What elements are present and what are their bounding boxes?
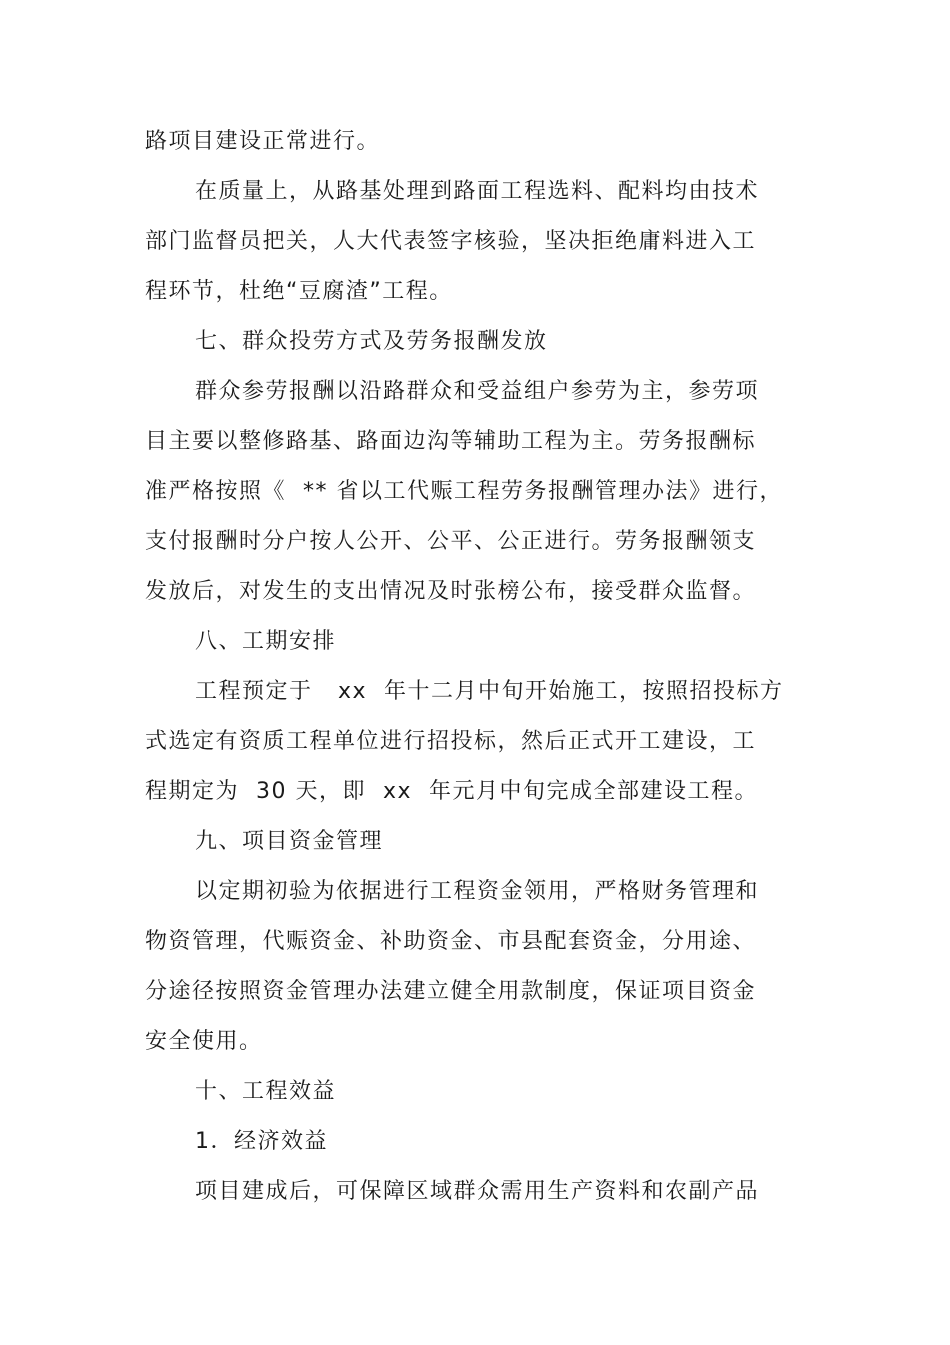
- text-line: 式选定有资质工程单位进行招投标，然后正式开工建设，工: [145, 729, 757, 754]
- text-line: 部门监督员把关，人大代表签字核验，坚决拒绝庸料进入工: [145, 229, 757, 254]
- text-line: 准严格按照《 ** 省以工代赈工程劳务报酬管理办法》进行，: [145, 479, 783, 504]
- text-line: 安全使用。: [145, 1029, 263, 1054]
- paragraph-labor: 群众参劳报酬以沿路群众和受益组户参劳为主，参劳项: [195, 379, 760, 404]
- section-heading-7: 七、群众投劳方式及劳务报酬发放: [195, 329, 548, 354]
- section-heading-10: 十、工程效益: [195, 1079, 337, 1104]
- text-line: 支付报酬时分户按人公开、公平、公正进行。劳务报酬领支: [145, 529, 757, 554]
- text-line: 程期定为 30 天，即 xx 年元月中旬完成全部建设工程。: [145, 779, 758, 804]
- section-heading-8: 八、工期安排: [195, 629, 337, 654]
- text-line: 发放后，对发生的支出情况及时张榜公布，接受群众监督。: [145, 579, 757, 604]
- text-line: 目主要以整修路基、路面边沟等辅助工程为主。劳务报酬标: [145, 429, 757, 454]
- text-line: 路项目建设正常进行。: [145, 129, 381, 154]
- subheading-economic-benefit: 1．经济效益: [195, 1129, 328, 1154]
- text-line: 程环节，杜绝“豆腐渣”工程。: [145, 279, 453, 304]
- section-heading-9: 九、项目资金管理: [195, 829, 384, 854]
- paragraph-benefit: 项目建成后，可保障区域群众需用生产资料和农副产品: [195, 1179, 760, 1204]
- paragraph-schedule: 工程预定于 xx 年十二月中旬开始施工，按照招投标方: [195, 679, 784, 704]
- paragraph-quality: 在质量上，从路基处理到路面工程选料、配料均由技术: [195, 179, 760, 204]
- text-line: 分途径按照资金管理办法建立健全用款制度，保证项目资金: [145, 979, 757, 1004]
- paragraph-funds: 以定期初验为依据进行工程资金领用，严格财务管理和: [195, 879, 760, 904]
- text-line: 物资管理，代赈资金、补助资金、市县配套资金，分用途、: [145, 929, 757, 954]
